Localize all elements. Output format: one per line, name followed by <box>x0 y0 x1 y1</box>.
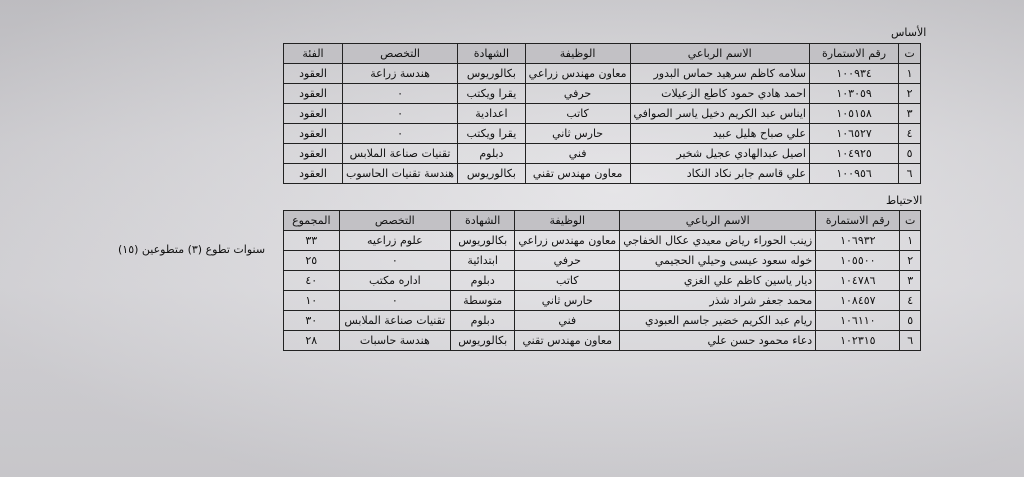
row-index: ٣ <box>899 104 921 124</box>
reserve-table-header <box>284 211 921 231</box>
full-name: ايناس عبد الكريم دخيل ياسر الصوافي <box>630 104 809 124</box>
job-title: معاون مهندس تقني <box>525 164 630 184</box>
row-index: ٥ <box>900 311 921 331</box>
certificate: دبلوم <box>458 144 526 164</box>
total: ٣٠ <box>284 311 340 331</box>
row-index: ١ <box>900 231 921 251</box>
form-number: ١٠٠٩٣٤ <box>809 64 898 84</box>
category: العقود <box>284 64 343 84</box>
certificate: يقرا ويكتب <box>458 124 526 144</box>
full-name: اصيل عبدالهادي عجيل شخير <box>630 144 809 164</box>
row-index: ٢ <box>899 84 921 104</box>
reserve-section-label: الاحتياط <box>886 194 923 207</box>
job-title: معاون مهندس تقني <box>515 331 620 351</box>
full-name: زينب الحوراء رياض معيدي عكال الخفاجي <box>620 231 816 251</box>
form-number: ١٠٢٣١٥ <box>816 331 900 351</box>
full-name: محمد جعفر شراد شذر <box>620 291 816 311</box>
full-name: ريام عبد الكريم خضير جاسم العبودي <box>620 311 816 331</box>
specialization: تقنيات صناعة الملابس <box>343 144 458 164</box>
certificate: بكالوريوس <box>458 164 526 184</box>
header-cell: ت <box>899 44 921 64</box>
main-table <box>283 43 921 184</box>
job-title: معاون مهندس زراعي <box>515 231 620 251</box>
category: العقود <box>284 104 343 124</box>
header-cell: التخصص <box>339 211 450 231</box>
certificate: بكالوريوس <box>458 64 526 84</box>
job-title: حرفي <box>515 251 620 271</box>
specialization: ٠ <box>343 84 458 104</box>
row-index: ١ <box>899 64 921 84</box>
job-title: فني <box>515 311 620 331</box>
full-name: علي قاسم جابر نكاد النكاد <box>630 164 809 184</box>
category: العقود <box>284 164 343 184</box>
row-index: ٤ <box>899 124 921 144</box>
specialization: ٠ <box>339 291 450 311</box>
certificate: بكالوريوس <box>451 231 515 251</box>
row-index: ٦ <box>899 164 921 184</box>
reserve-table <box>283 210 921 351</box>
form-number: ١٠٨٤٥٧ <box>816 291 900 311</box>
total: ٤٠ <box>284 271 340 291</box>
table-row <box>284 124 921 144</box>
total: ٢٨ <box>284 331 340 351</box>
header-cell: المجموع <box>284 211 340 231</box>
form-number: ١٠٥٥٠٠ <box>816 251 900 271</box>
certificate: اعدادية <box>458 104 526 124</box>
header-cell: ت <box>900 211 921 231</box>
header-cell: الاسم الرباعي <box>630 44 809 64</box>
header-cell: الوظيفة <box>515 211 620 231</box>
header-cell: الاسم الرباعي <box>620 211 816 231</box>
header-cell: الوظيفة <box>525 44 630 64</box>
job-title: كاتب <box>515 271 620 291</box>
row-index: ٤ <box>900 291 921 311</box>
table-row <box>284 231 921 251</box>
certificate: يقرا ويكتب <box>458 84 526 104</box>
table-row <box>284 84 921 104</box>
category: العقود <box>284 84 343 104</box>
specialization: ٠ <box>343 124 458 144</box>
form-number: ١٠٣٠٥٩ <box>809 84 898 104</box>
specialization: اداره مكتب <box>339 271 450 291</box>
certificate: دبلوم <box>451 271 515 291</box>
row-index: ٥ <box>899 144 921 164</box>
total: ٣٣ <box>284 231 340 251</box>
full-name: خوله سعود عيسى وحيلي الحجيمي <box>620 251 816 271</box>
certificate: دبلوم <box>451 311 515 331</box>
table-row <box>284 251 921 271</box>
table-row <box>284 64 921 84</box>
specialization: ٠ <box>339 251 450 271</box>
certificate: متوسطة <box>451 291 515 311</box>
full-name: علي صباح هليل عبيد <box>630 124 809 144</box>
job-title: حرفي <box>525 84 630 104</box>
total: ١٠ <box>284 291 340 311</box>
form-number: ١٠٥١٥٨ <box>809 104 898 124</box>
header-cell: الفئة <box>284 44 343 64</box>
header-cell: رقم الاستمارة <box>816 211 900 231</box>
table-row <box>284 164 921 184</box>
specialization: هندسة تقنيات الحاسوب <box>343 164 458 184</box>
full-name: احمد هادي حمود كاطع الزعيلات <box>630 84 809 104</box>
specialization: علوم زراعيه <box>339 231 450 251</box>
row-index: ٦ <box>900 331 921 351</box>
category: العقود <box>284 124 343 144</box>
row-index: ٣ <box>900 271 921 291</box>
table-row <box>284 311 921 331</box>
specialization: ٠ <box>343 104 458 124</box>
table-row <box>284 331 921 351</box>
form-number: ١٠٦٩٣٢ <box>816 231 900 251</box>
total: ٢٥ <box>284 251 340 271</box>
header-cell: الشهادة <box>451 211 515 231</box>
full-name: ديار ياسين كاظم علي الغزي <box>620 271 816 291</box>
form-number: ١٠٠٩٥٦ <box>809 164 898 184</box>
form-number: ١٠٦١١٠ <box>816 311 900 331</box>
certificate: بكالوريوس <box>451 331 515 351</box>
certificate: ابتدائية <box>451 251 515 271</box>
table-row <box>284 291 921 311</box>
main-section-label: الأساس <box>891 26 927 39</box>
job-title: فني <box>525 144 630 164</box>
specialization: هندسة حاسبات <box>339 331 450 351</box>
specialization: تقنيات صناعة الملابس <box>339 311 450 331</box>
form-number: ١٠٤٩٢٥ <box>809 144 898 164</box>
job-title: كاتب <box>525 104 630 124</box>
category: العقود <box>284 144 343 164</box>
header-cell: التخصص <box>343 44 458 64</box>
table-row <box>284 144 921 164</box>
header-cell: الشهادة <box>458 44 526 64</box>
specialization: هندسة زراعة <box>343 64 458 84</box>
job-title: حارس ثاني <box>525 124 630 144</box>
job-title: حارس ثاني <box>515 291 620 311</box>
full-name: سلامه كاظم سرهيد حماس البدور <box>630 64 809 84</box>
table-row <box>284 271 921 291</box>
main-table-header <box>284 44 921 64</box>
header-cell: رقم الاستمارة <box>809 44 898 64</box>
full-name: دعاء محمود حسن علي <box>620 331 816 351</box>
job-title: معاون مهندس زراعي <box>525 64 630 84</box>
volunteer-years-note: سنوات تطوع (٣) متطوعين (١٥) <box>118 243 266 256</box>
form-number: ١٠٦٥٢٧ <box>809 124 898 144</box>
form-number: ١٠٤٧٨٦ <box>816 271 900 291</box>
table-row <box>284 104 921 124</box>
row-index: ٢ <box>900 251 921 271</box>
